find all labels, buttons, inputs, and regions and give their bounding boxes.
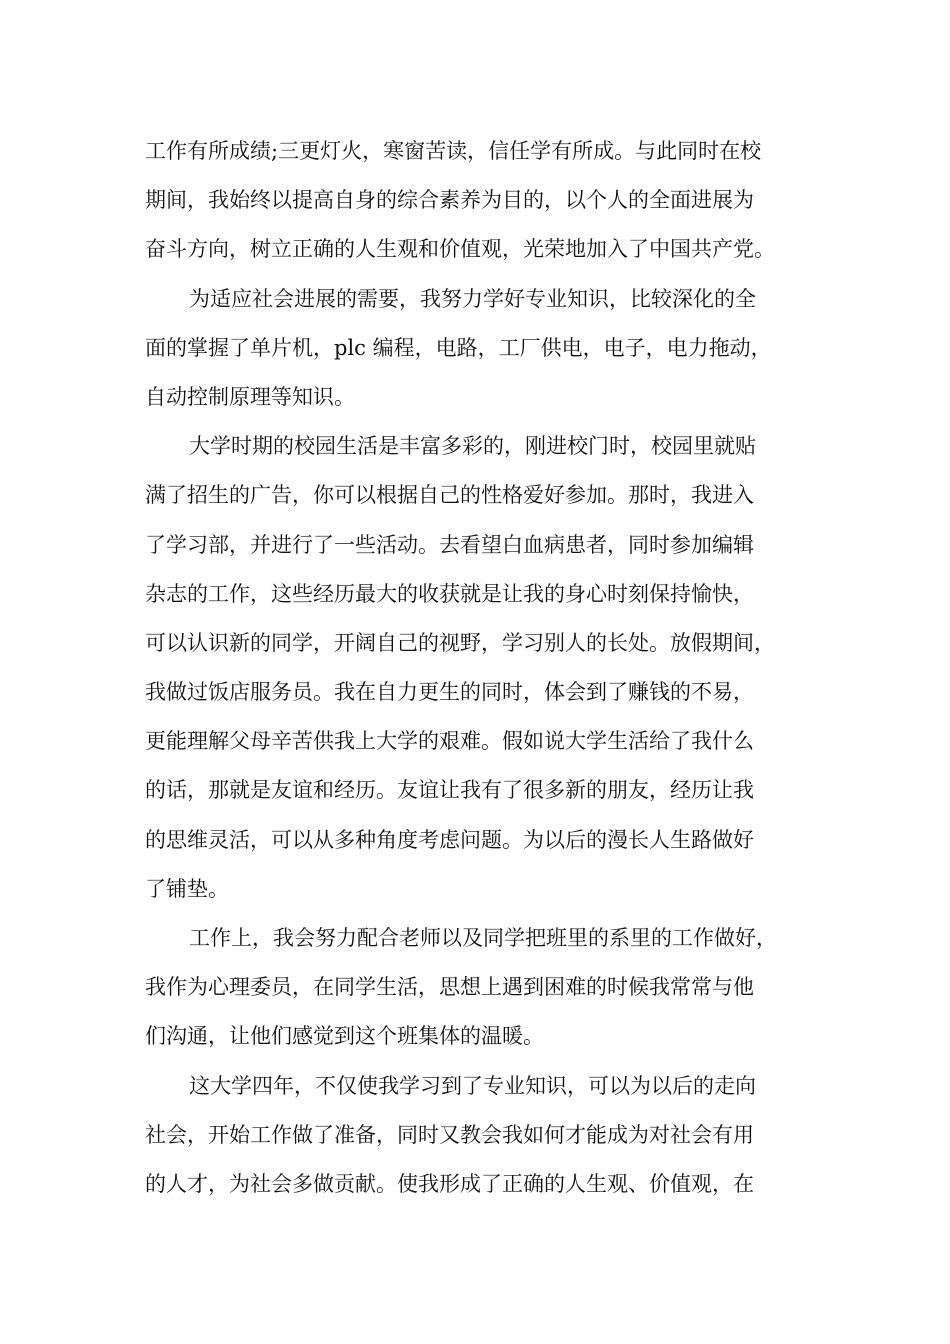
text-line: 这大学四年，不仅使我学习到了专业知识，可以为以后的走向 [189, 1073, 756, 1098]
text-line: 的思维灵活，可以从多种角度考虑问题。为以后的漫长人生路做好 [145, 827, 754, 852]
paragraph-p5 [145, 1062, 825, 1210]
text-line: 我做过饭店服务员。我在自力更生的同时，体会到了赚钱的不易， [145, 680, 754, 705]
text-line: 奋斗方向，树立正确的人生观和价值观，光荣地加入了中国共产党。 [145, 237, 775, 262]
text-line: 杂志的工作，这些经历最大的收获就是让我的身心时刻保持愉快， [145, 581, 754, 606]
paragraph-p3 [145, 422, 825, 914]
text-line: 我作为心理委员，在同学生活，思想上遇到困难的时候我常常与他 [145, 975, 754, 1000]
text-line: 大学时期的校园生活是丰富多彩的，刚进校门时，校园里就贴 [189, 434, 756, 459]
text-line: 社会，开始工作做了准备，同时又教会我如何才能成为对社会有用 [145, 1122, 754, 1147]
text-line: 的话，那就是友谊和经历。友谊让我有了很多新的朋友，经历让我 [145, 778, 754, 803]
text-line: 满了招生的广告，你可以根据自己的性格爱好参加。那时，我进入 [145, 483, 754, 508]
text-line: 工作有所成绩;三更灯火，寒窗苦读，信任学有所成。与此同时在校 [145, 139, 762, 163]
text-line: 工作上，我会努力配合老师以及同学把班里的系里的工作做好， [189, 926, 777, 950]
text-line: 面的掌握了单片机，plc 编程，电路，工厂供电，电子，电力拖动， [145, 335, 772, 360]
text-line: 了学习部，并进行了一些活动。去看望白血病患者，同时参加编辑 [145, 532, 754, 557]
document-body [145, 127, 825, 1209]
text-line: 期间，我始终以提高自身的综合素养为目的，以个人的全面进展为 [145, 188, 754, 213]
paragraph-p4 [145, 914, 825, 1062]
text-line: 的人才，为社会多做贡献。使我形成了正确的人生观、价值观，在 [145, 1171, 754, 1196]
text-line: 了铺垫。 [145, 876, 229, 901]
text-line: 更能理解父母辛苦供我上大学的艰难。假如说大学生活给了我什么 [145, 729, 754, 754]
text-line: 们沟通，让他们感觉到这个班集体的温暖。 [145, 1024, 544, 1049]
paragraph-p2 [145, 275, 825, 423]
text-line: 为适应社会进展的需要，我努力学好专业知识，比较深化的全 [189, 286, 756, 311]
text-line: 自动控制原理等知识。 [145, 384, 355, 409]
text-line: 可以认识新的同学，开阔自己的视野，学习别人的长处。放假期间， [145, 630, 775, 655]
paragraph-p1 [145, 127, 825, 275]
